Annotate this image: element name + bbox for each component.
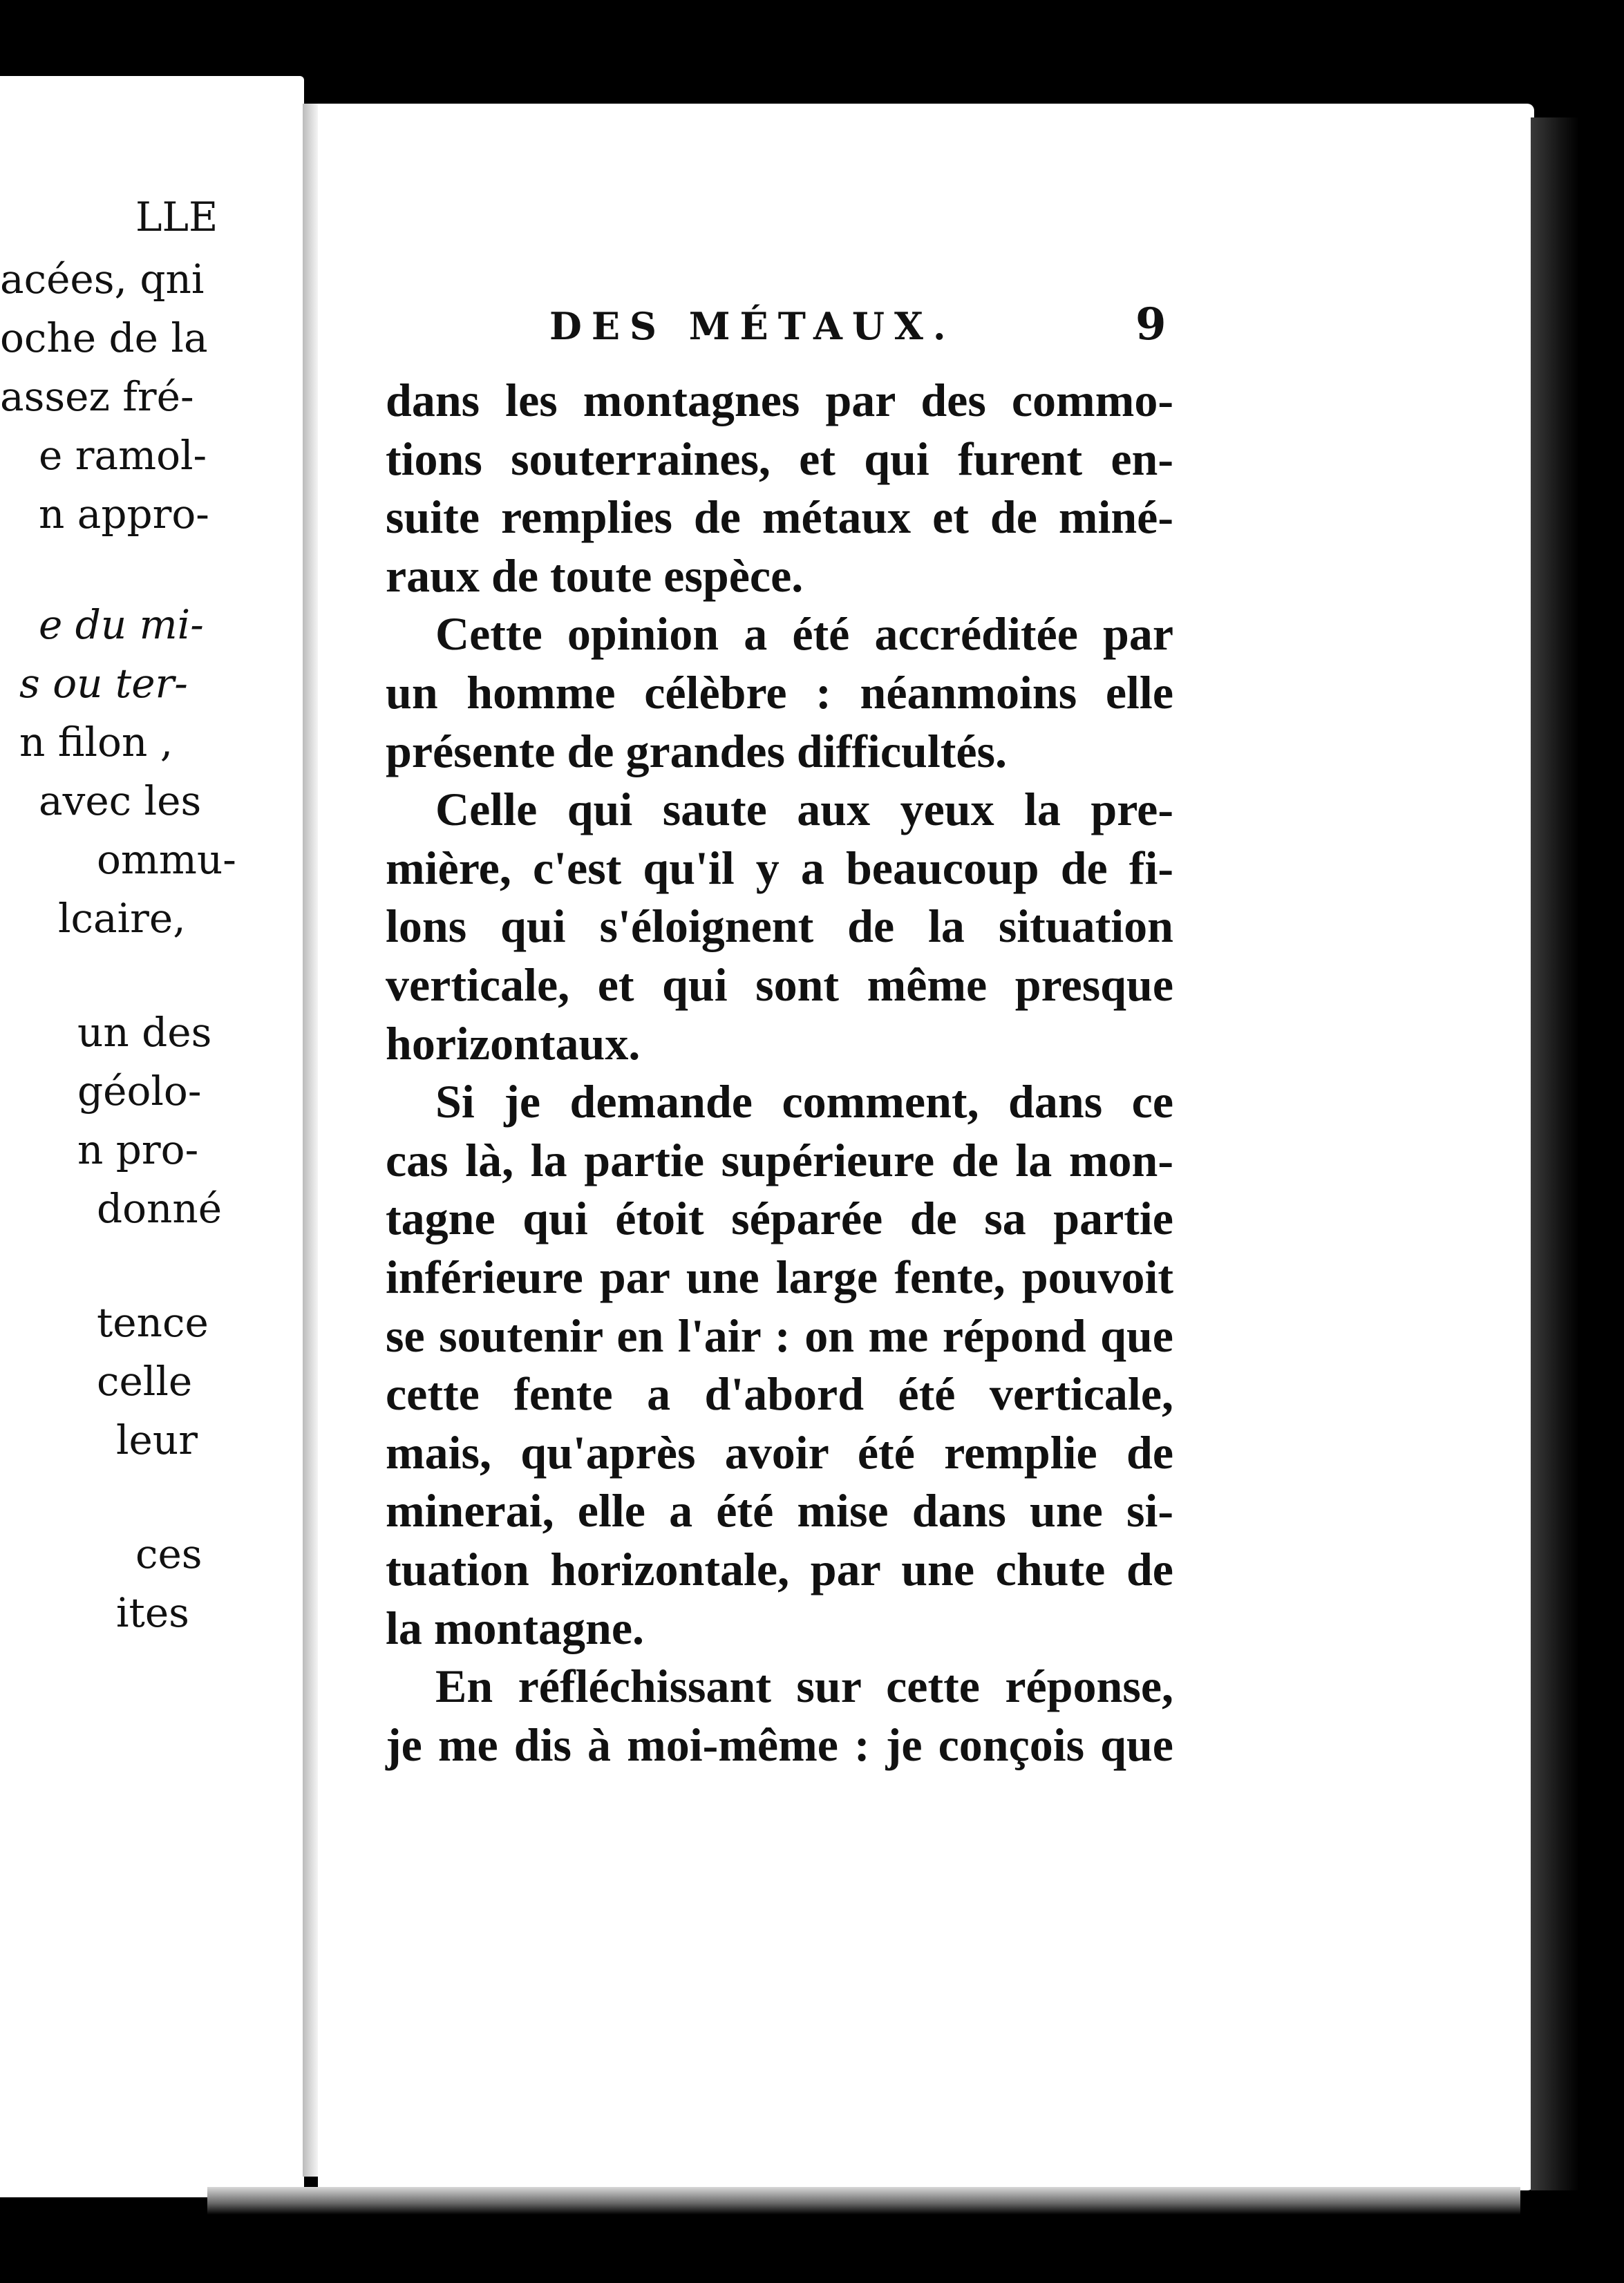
- text-line: minerai, elle a été mise dans une si-: [386, 1484, 1173, 1537]
- previous-page-line: ommu-: [97, 836, 236, 883]
- previous-page-fragment: [0, 76, 304, 2197]
- text-line: dans les montagnes par des commo-: [386, 374, 1173, 426]
- text-line: se soutenir en l'air : on me répond que: [386, 1309, 1173, 1362]
- text-line: cas là, la partie supérieure de la mon-: [386, 1134, 1173, 1186]
- previous-page-line: n filon ,: [19, 719, 173, 766]
- previous-page-line: lcaire,: [58, 895, 186, 942]
- previous-page-line: assez fré-: [0, 373, 194, 420]
- text-line: mais, qu'après avoir été remplie de: [386, 1426, 1173, 1479]
- text-line: présente de grandes difficultés.: [386, 725, 1008, 777]
- text-line: tuation horizontale, par une chute de: [386, 1543, 1173, 1595]
- previous-page-line: un des: [77, 1009, 212, 1056]
- previous-page-line: donné: [97, 1185, 223, 1232]
- text-line: verticale, et qui sont même presque: [386, 958, 1173, 1011]
- previous-page-line: oche de la: [0, 314, 208, 361]
- previous-page-line: ites: [116, 1589, 189, 1636]
- previous-page-line: LLE: [135, 193, 218, 240]
- text-line: raux de toute espèce.: [386, 549, 804, 602]
- text-line: lons qui s'éloignent de la situation: [386, 900, 1173, 952]
- text-line: horizontaux.: [386, 1017, 641, 1070]
- text-line: En réfléchissant sur cette réponse,: [435, 1660, 1173, 1712]
- previous-page-line: ces: [135, 1531, 202, 1578]
- previous-page-line: tence: [97, 1299, 209, 1346]
- text-line: un homme célèbre : néanmoins elle: [386, 666, 1173, 719]
- running-head: DES MÉTAUX.: [549, 304, 956, 348]
- text-line: inférieure par une large fente, pouvoit: [386, 1251, 1173, 1303]
- text-line: mière, c'est qu'il y a beaucoup de fi-: [386, 842, 1173, 894]
- page-bottom-edge: [207, 2187, 1520, 2215]
- previous-page-line: celle: [97, 1358, 193, 1405]
- text-line: la montagne.: [386, 1602, 644, 1654]
- page-number: 9: [1135, 299, 1167, 350]
- page-edge-shadow: [1531, 117, 1579, 2190]
- previous-page-line: avec les: [39, 777, 202, 824]
- text-line: Cette opinion a été accréditée par: [435, 607, 1173, 660]
- text-line: cette fente a d'abord été verticale,: [386, 1367, 1173, 1420]
- previous-page-line: s ou ter-: [19, 660, 188, 707]
- text-line: Si je demande comment, dans ce: [435, 1075, 1173, 1128]
- previous-page-line: e ramol-: [39, 432, 207, 479]
- previous-page-line: e du mi-: [39, 601, 204, 648]
- previous-page-line: géolo-: [77, 1068, 202, 1115]
- previous-page-line: acées, qni: [0, 256, 205, 303]
- text-line: Celle qui saute aux yeux la pre-: [435, 783, 1173, 835]
- previous-page-line: n pro-: [77, 1126, 199, 1173]
- text-line: je me dis à moi-même : je conçois que: [386, 1718, 1173, 1771]
- text-line: tions souterraines, et qui furent en-: [386, 433, 1173, 485]
- previous-page-line: n appro-: [39, 491, 209, 538]
- text-line: tagne qui étoit séparée de sa partie: [386, 1192, 1173, 1244]
- previous-page-line: leur: [116, 1417, 198, 1463]
- text-line: suite remplies de métaux et de miné-: [386, 491, 1173, 543]
